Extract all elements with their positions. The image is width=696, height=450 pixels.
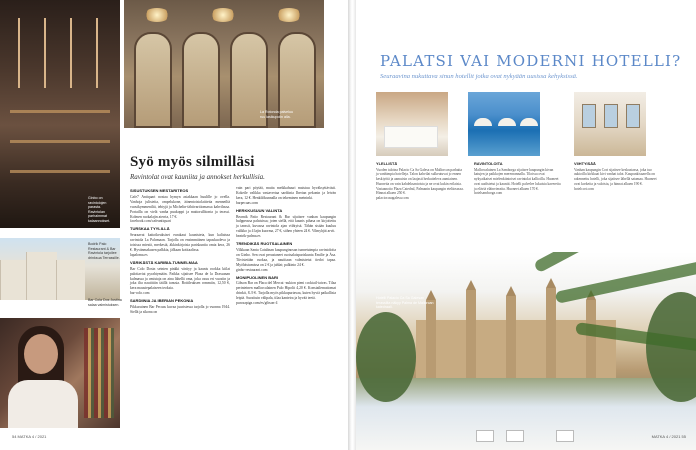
hotel-body: Vanhan kaupungin Cort sijaitsee keskustassa, joka tuo aukioilla kirkkaat kivi vanhat talot. Kaupunkisaarella on rakennettu hotelli, joka sijaitsee lähellä satamaa. Huoneet ovat korkeita ja valoisia, ja hinnat alkaen 190 €.: [574, 167, 657, 186]
text-column-2: [236, 186, 336, 306]
section-body: vain pari pöytää, mutta meikkahuuri maistuu hyväksyttävästi. Kokeile valikka vastavertaa sardiinia Iberian pekonin ja leivän kera, 12 €. Henkilökunnalla on tekeminen meininki.: [236, 186, 336, 200]
section-body: Gibson Bar on Placa del Mercat -aukion pieni cocktail-taivas. Tilaa perinteinen mallorcalainen Palo Hipolit 4,20 €. Konstailemattomat drinkit, 8–9 €. Tarjolla myös pikkupurtavaa, kuten hyviä paikallisia leipiä. Suosituin välipala, tilaa kanteira ja hyvää teetä.: [236, 281, 336, 301]
left-page-folio: 54 MATKA 4 / 2021: [12, 434, 47, 439]
hotel-heading: YLELLISTÄ: [376, 161, 398, 166]
section-link[interactable]: facebook.com/cafeantiquari: [130, 219, 172, 224]
section-heading: TURSKAA TYYLILLÄ: [130, 226, 170, 232]
hall-caption: La Rotonda palveluu ruu lasikupolin alla.: [260, 110, 293, 119]
right-page: [356, 0, 696, 450]
hotel-facade-photo: [574, 92, 646, 156]
section-heading: TRENDIKÄS RUOTSALAINEN: [236, 241, 293, 247]
hotel-pool-photo: [468, 92, 540, 156]
hotel-column-3: [574, 162, 662, 191]
hotel-heading: RAVINTOLOITA: [474, 161, 503, 166]
section-link[interactable]: beatrik-palma.es: [236, 234, 261, 239]
restaurant-interior-photo: [0, 0, 120, 228]
section-link[interactable]: bar-colo.com: [130, 291, 150, 296]
hotel-link[interactable]: hotelsamborga.com: [474, 191, 503, 196]
hotel-column-1: [376, 162, 464, 201]
bartender-portrait-photo: [0, 318, 120, 428]
section-heading: SISUSTUKSEN MESTARITEOS: [130, 188, 189, 193]
section-body: Bearnik Patio Restaurant & Bar sijaitsee vanhan kaupungin hulppeassa palatsissa; joten siellä, että kaunis pihasa on kirjoitettu ja tanssit, kuvassa ravintola ajan viihtyisä. Tähän sisään kuuluu valikko ja 4 lajin kuorma, 27 €, siihen yhteen 24 €. Vilmyhjät arvit.: [236, 214, 336, 234]
section-link[interactable]: barpecuas.com: [236, 200, 259, 205]
restaurant-caption: Ginbo on ravintolojen parasta. Ravintolan parhaimmat kalaannokset.: [88, 196, 111, 223]
section-body: Bar Colo Dosin seinien pinkki värityy ja kaunis rookka kiilat palotiaviat pyrahtymään. Paikka sijaitsee Plaza de la Drassanan kulmassa ja omistaja on aina lähellä oma, joka osuu eri vuosiin ja joka ilta nautittiin täällä tanssia. Bottileuksen rommiin, 12,50 €, kera maustepalaiseen teoksia.: [130, 266, 230, 291]
article-subtitle: Seuraavina nukuttava sinun hotellit jotka ovat nykyään uusissa kehyksissä.: [380, 73, 578, 80]
right-page-folio: MATKA 4 / 2021 55: [651, 434, 686, 439]
hotel-column-2: [474, 162, 562, 196]
hotel-link[interactable]: hotelcort.com: [574, 186, 594, 191]
hotel-body: Vuoden taloina Palacio Ca Sa Galesa on Mallorcan parhaita ja vanhimpia hotelleja. Talon kahvilat sulkeutuvat jo ennen keskiyötä ja aamuisin on laajasti herkutteleva aamiainen. Huoneita on vain kahdeksantoista ja ne ovat kukin erilaisia. Vastaanotto Plaza Catedral, Palmanin kaupungin eteläosassa. Hinnat alkaen 250 €.: [376, 167, 464, 196]
article-title: PALATSI VAI MODERNI HOTELLI?: [380, 52, 682, 70]
page-gutter: [348, 0, 356, 450]
portrait-caption: Bar Cola Dos Justina salaa valmistuksen.: [88, 298, 122, 307]
section-body: Pikkuruinen Bar Pecuas kuvaa juuristessa tarjolla jo vuonna 1944. Siellä ja sikona on: [130, 305, 230, 314]
section-link[interactable]: lapaloma.es: [130, 252, 148, 257]
article-deck: Ravintolat ovat kauniita ja annokset herkullisia.: [130, 173, 265, 181]
hotel-link[interactable]: palaciocasagalesa.com: [376, 195, 409, 200]
section-heading: HERKKUSUUN VALINTA: [236, 207, 283, 213]
section-link[interactable]: purosapiga.com/es/gibson-4: [236, 301, 278, 306]
hotel-body: Mallorcalainen La Samborga sijaitsee kaupungin kivan katujen ja paikkojen merenrannalla. Tiloissa ovat nykyaikaiset mielenkiintoiset ravintolat kallioilla. Huoneet ovat uudistetut ja kauniit. Hotelli palvelee lukuisia kavereita ja eläviä eläinvieraita. Huoneet alkaen 170 €.: [474, 167, 561, 191]
section-heading: SARDIINIA JA IBERIAN PEKONIA: [130, 298, 194, 304]
cathedral-terrace-photo: [356, 252, 696, 450]
section-link[interactable]: ginbo-restaurant.com: [236, 267, 268, 272]
section-heading: VÄRIKÄSTÄ KARIBIA-TUNNELMAA: [130, 259, 198, 265]
dining-hall-photo: [124, 0, 324, 128]
hotel-heading: VIIHTYISÄÄ: [574, 161, 596, 166]
article-headline: Syö myös silmilläsi: [130, 154, 255, 170]
hotel-room-photo: [376, 92, 448, 156]
section-body: Vilkkaan Santa Catalinan kaupunginosan tunnetuimpia ravintoloita on Ginbo. Sen ovat perustaneet ruotsalaispariskunta Emilie ja Åsa. Tiivistetään ruokaa, ja nautitaan valmistetut tiedot tapaa. Myöhästumissa on 2 € ja juhlat; palkinto 24 €.: [236, 247, 336, 267]
cathedral-caption: Hotelli Palacio Ca Sa Galesan terassilta näkyy Palma de Mallorcan katedraali.: [376, 296, 434, 310]
text-column-1: [130, 186, 230, 315]
section-body: Seuraavat kattotkeuksiset eurakaut kaunisteta, kun kaliaissa ravintola La Palomaan. Tarjolla on ensimmäinen tapaskuoleva ja toisissa miestä, merkesiä, äkkinkirjoisia pariskuntia omia kera, 26 €. Hyvänmakusen palkkia, jälkaan kotitaalissa.: [130, 233, 230, 252]
town-caption: Bodrik Palo Restaurant & Bar Ravintola tarjoilee drinksua Terrassille.: [88, 242, 120, 260]
section-heading: MONIPUOLINEN BARI: [236, 274, 278, 280]
section-body: Cafe7 Antiquari nostaa hymyn asiakkaan huulille jo ovella. Vanhoja julisteita, ompelukone, äänentoistolaitteita menneiltä vuosikymmeniltä, tehtyjä ja Michelin-tähtivarttiomassa kahvilassa. Portailla on vielä vanha puukoppi ja mattorullitonta ja terassi. Kolmen ruokalajin aterria, 17 €.: [130, 194, 230, 219]
